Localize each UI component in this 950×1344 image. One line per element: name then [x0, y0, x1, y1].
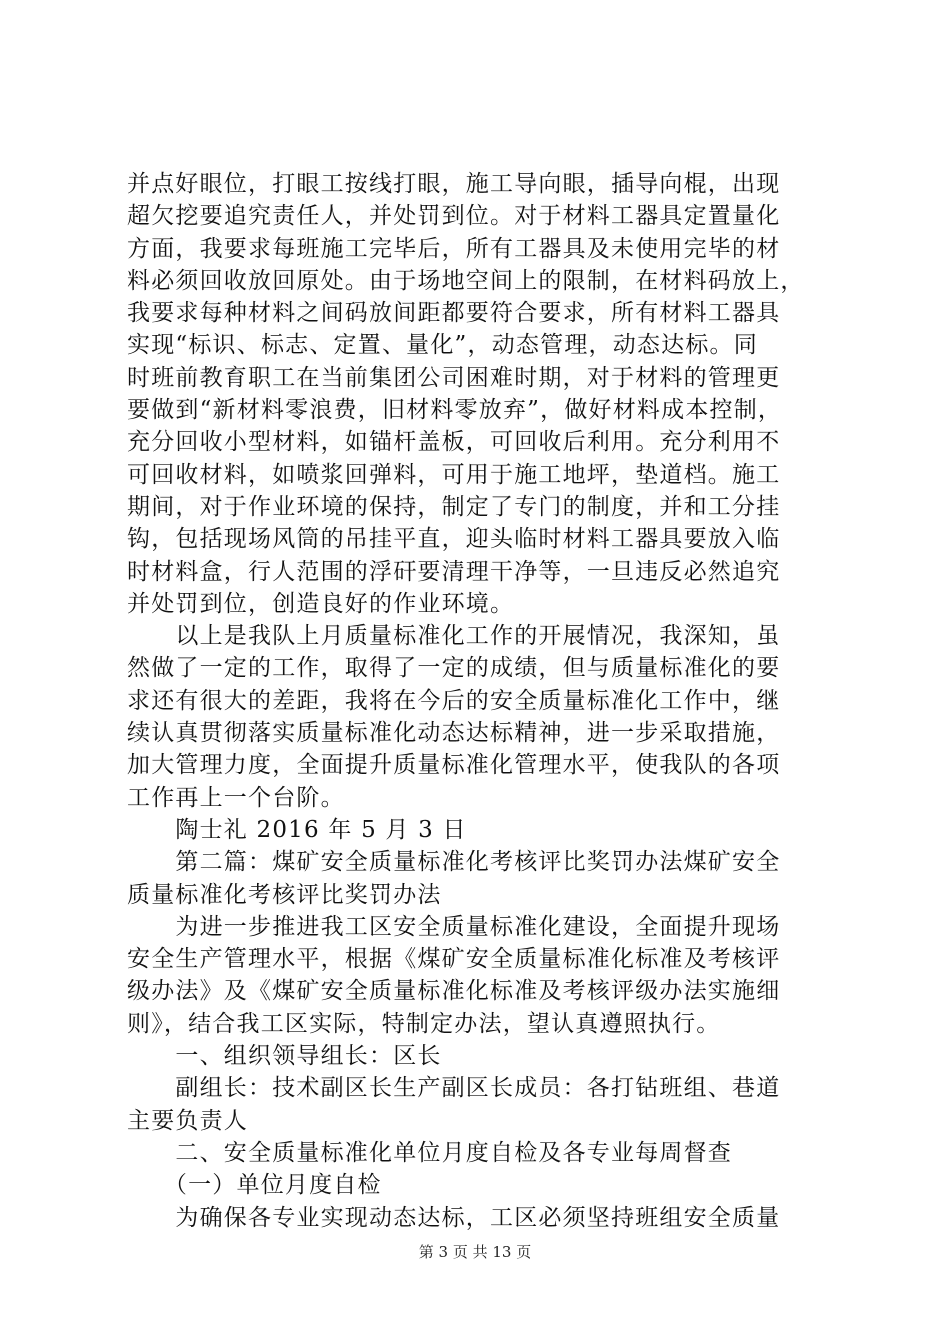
text-line: （一）单位月度自检	[127, 1172, 382, 1199]
text-line: 要做到“新材料零浪费，旧材料零放弃”，做好材料成本控制，	[127, 397, 783, 424]
text-line: 可回收材料，如喷浆回弹料，可用于施工地坪，垫道档。施工	[127, 461, 781, 488]
text-line: 二、安全质量标准化单位月度自检及各专业每周督查	[127, 1139, 732, 1166]
text-line: 充分回收小型材料，如锚杆盖板，可回收后利用。充分利用不	[127, 429, 781, 456]
text-line: 然做了一定的工作，取得了一定的成绩，但与质量标准化的要	[127, 655, 781, 682]
text-line: 安全生产管理水平，根据《煤矿安全质量标准化标准及考核评	[127, 946, 781, 973]
text-line: 则》，结合我工区实际，特制定办法，望认真遵照执行。	[127, 1010, 721, 1037]
text-line: 工作再上一个台阶。	[127, 784, 345, 811]
text-line: 时班前教育职工在当前集团公司困难时期，对于材料的管理更	[127, 364, 781, 391]
text-line: 级办法》及《煤矿安全质量标准化标准及考核评级办法实施细	[127, 978, 781, 1005]
text-line: 主要负责人	[127, 1107, 248, 1134]
text-line: 钩，包括现场风筒的吊挂平直，迎头临时材料工器具要放入临	[127, 526, 781, 553]
section-heading-line: 质量标准化考核评比奖罚办法	[127, 881, 442, 908]
section-heading-line: 第二篇：煤矿安全质量标准化考核评比奖罚办法煤矿安全	[127, 849, 781, 876]
document-body	[127, 168, 833, 1234]
signature-date-line: 陶士礼 2016 年 5 月 3 日	[127, 816, 467, 843]
text-line: 为确保各专业实现动态达标，工区必须坚持班组安全质量	[127, 1204, 781, 1231]
text-line: 期间，对于作业环境的保持，制定了专门的制度，并和工分挂	[127, 493, 781, 520]
text-line: 求还有很大的差距，我将在今后的安全质量标准化工作中，继	[127, 687, 781, 714]
text-line: 我要求每种材料之间码放间距都要符合要求，所有材料工器具	[127, 300, 781, 327]
page-number-footer: 第 3 页 共 13 页	[418, 1243, 532, 1261]
text-line: 方面，我要求每班施工完毕后，所有工器具及未使用完毕的材	[127, 235, 781, 262]
text-line: 超欠挖要追究责任人，并处罚到位。对于材料工器具定置量化	[127, 203, 781, 230]
text-line: 并点好眼位，打眼工按线打眼，施工导向眼，插导向棍，出现	[127, 171, 781, 197]
text-line: 时材料盒，行人范围的浮矸要清理干净等，一旦违反必然追究	[127, 558, 781, 585]
text-line: 续认真贯彻落实质量标准化动态达标精神，进一步采取措施，	[127, 720, 781, 747]
text-line: 以上是我队上月质量标准化工作的开展情况，我深知，虽	[127, 623, 781, 650]
text-line: 实现“标识、标志、定置、量化”，动态管理，动态达标。同	[127, 332, 758, 359]
text-line: 副组长：技术副区长生产副区长成员：各打钻班组、巷道	[127, 1075, 781, 1102]
text-line: 一、组织领导组长：区长	[127, 1043, 442, 1070]
text-line: 加大管理力度，全面提升质量标准化管理水平，使我队的各项	[127, 752, 781, 779]
text-line: 并处罚到位，创造良好的作业环境。	[127, 590, 515, 617]
text-line: 为进一步推进我工区安全质量标准化建设，全面提升现场	[127, 913, 781, 940]
text-line: 料必须回收放回原处。由于场地空间上的限制，在材料码放上，	[127, 267, 805, 294]
